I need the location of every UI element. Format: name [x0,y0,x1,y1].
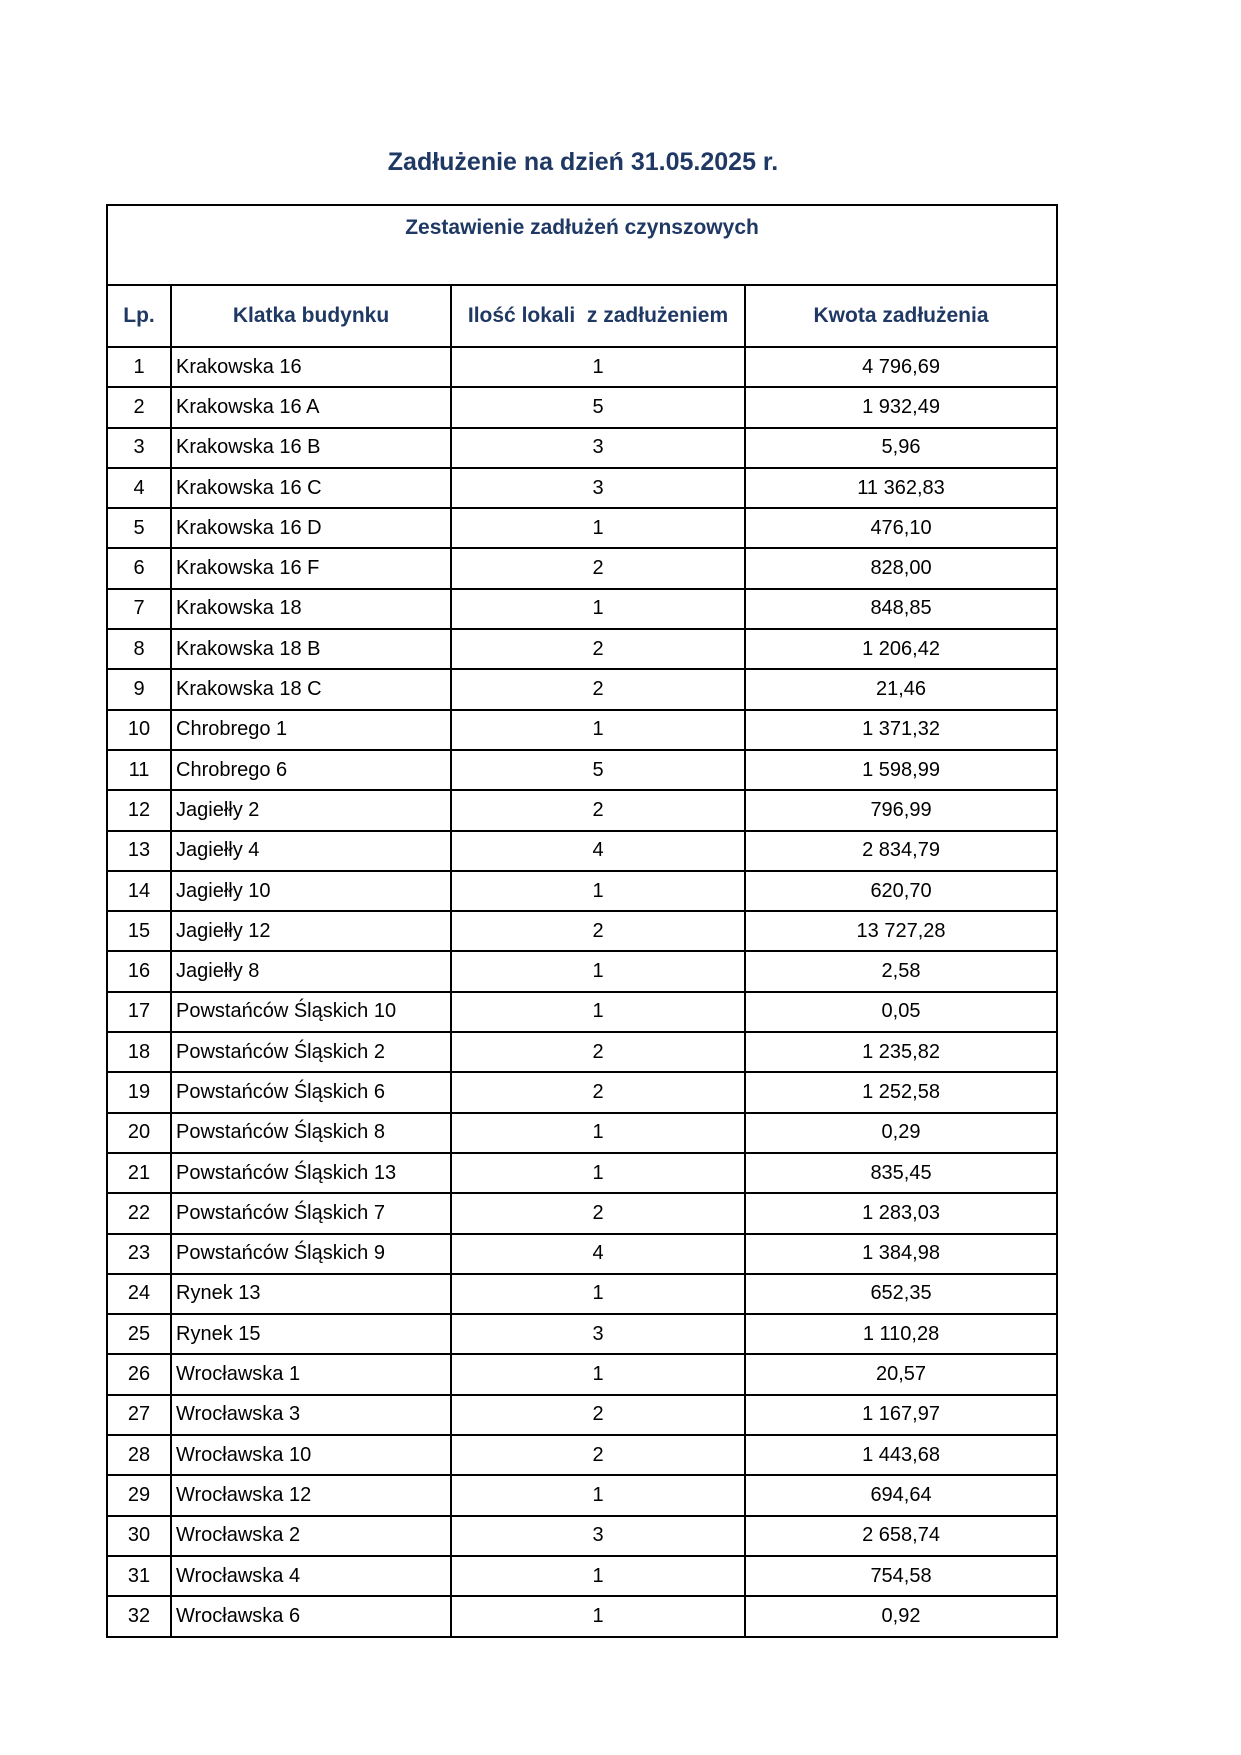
row-building-cell: Powstańców Śląskich 2 [171,1032,451,1072]
row-amount-cell: 620,70 [745,871,1057,911]
row-lp-cell: 13 [107,831,171,871]
row-building-cell: Chrobrego 6 [171,750,451,790]
table-row [107,508,1057,548]
row-lp-cell: 23 [107,1234,171,1274]
row-building-cell: Krakowska 18 B [171,629,451,669]
row-lp-cell: 8 [107,629,171,669]
row-count-cell: 2 [451,790,745,830]
row-lp-cell: 10 [107,710,171,750]
row-count-cell: 3 [451,1314,745,1354]
row-count-cell: 2 [451,669,745,709]
row-count-cell: 2 [451,1395,745,1435]
table-row [107,911,1057,951]
table-row [107,1113,1057,1153]
row-amount-cell: 0,92 [745,1596,1057,1636]
row-lp-cell: 21 [107,1153,171,1193]
table-row [107,1435,1057,1475]
table-row [107,1153,1057,1193]
row-lp-cell: 1 [107,347,171,387]
row-amount-cell: 1 283,03 [745,1193,1057,1233]
row-amount-cell: 13 727,28 [745,911,1057,951]
row-amount-cell: 1 932,49 [745,387,1057,427]
column-header-lp: Lp. [107,285,171,347]
table-row [107,951,1057,991]
row-building-cell: Wrocławska 2 [171,1516,451,1556]
row-building-cell: Powstańców Śląskich 13 [171,1153,451,1193]
row-count-cell: 2 [451,1032,745,1072]
table-row [107,710,1057,750]
row-building-cell: Powstańców Śląskich 8 [171,1113,451,1153]
row-count-cell: 3 [451,468,745,508]
row-count-cell: 1 [451,347,745,387]
row-count-cell: 3 [451,428,745,468]
row-building-cell: Krakowska 18 [171,589,451,629]
row-lp-cell: 3 [107,428,171,468]
row-amount-cell: 1 443,68 [745,1435,1057,1475]
row-count-cell: 2 [451,1193,745,1233]
row-amount-cell: 1 252,58 [745,1072,1057,1112]
row-amount-cell: 1 371,32 [745,710,1057,750]
table-row [107,871,1057,911]
row-building-cell: Jagiełły 10 [171,871,451,911]
row-lp-cell: 20 [107,1113,171,1153]
row-amount-cell: 1 235,82 [745,1032,1057,1072]
row-amount-cell: 694,64 [745,1475,1057,1515]
row-amount-cell: 21,46 [745,669,1057,709]
table-row [107,1274,1057,1314]
row-lp-cell: 32 [107,1596,171,1636]
row-lp-cell: 22 [107,1193,171,1233]
row-building-cell: Krakowska 16 A [171,387,451,427]
row-building-cell: Krakowska 16 [171,347,451,387]
table-row [107,1596,1057,1636]
row-amount-cell: 0,29 [745,1113,1057,1153]
row-lp-cell: 25 [107,1314,171,1354]
row-count-cell: 1 [451,710,745,750]
table-row [107,1072,1057,1112]
row-building-cell: Wrocławska 4 [171,1556,451,1596]
row-lp-cell: 19 [107,1072,171,1112]
table-row [107,669,1057,709]
row-amount-cell: 2,58 [745,951,1057,991]
row-lp-cell: 11 [107,750,171,790]
row-building-cell: Krakowska 16 D [171,508,451,548]
row-lp-cell: 16 [107,951,171,991]
table-row [107,468,1057,508]
row-amount-cell: 1 598,99 [745,750,1057,790]
row-building-cell: Powstańców Śląskich 9 [171,1234,451,1274]
row-building-cell: Wrocławska 1 [171,1354,451,1394]
row-amount-cell: 2 834,79 [745,831,1057,871]
row-count-cell: 4 [451,831,745,871]
table-row [107,387,1057,427]
table-caption-row [107,205,1057,285]
row-amount-cell: 11 362,83 [745,468,1057,508]
table-row [107,1516,1057,1556]
row-count-cell: 1 [451,1475,745,1515]
table-row [107,831,1057,871]
row-lp-cell: 12 [107,790,171,830]
row-count-cell: 1 [451,871,745,911]
row-lp-cell: 24 [107,1274,171,1314]
row-count-cell: 2 [451,629,745,669]
row-building-cell: Powstańców Śląskich 10 [171,992,451,1032]
row-count-cell: 2 [451,1435,745,1475]
row-count-cell: 2 [451,548,745,588]
row-building-cell: Powstańców Śląskich 6 [171,1072,451,1112]
table-row [107,790,1057,830]
row-lp-cell: 9 [107,669,171,709]
table-row [107,1556,1057,1596]
row-count-cell: 5 [451,387,745,427]
row-lp-cell: 27 [107,1395,171,1435]
table-row [107,992,1057,1032]
row-amount-cell: 1 110,28 [745,1314,1057,1354]
row-lp-cell: 18 [107,1032,171,1072]
table-row [107,629,1057,669]
row-count-cell: 1 [451,1274,745,1314]
row-lp-cell: 30 [107,1516,171,1556]
row-lp-cell: 5 [107,508,171,548]
row-building-cell: Jagiełły 4 [171,831,451,871]
column-header-amount: Kwota zadłużenia [745,285,1057,347]
row-building-cell: Krakowska 18 C [171,669,451,709]
row-building-cell: Chrobrego 1 [171,710,451,750]
row-amount-cell: 1 384,98 [745,1234,1057,1274]
table-row [107,1032,1057,1072]
row-count-cell: 1 [451,589,745,629]
row-building-cell: Jagiełły 12 [171,911,451,951]
table-row [107,548,1057,588]
table-row [107,1234,1057,1274]
row-lp-cell: 31 [107,1556,171,1596]
row-building-cell: Jagiełły 2 [171,790,451,830]
row-count-cell: 1 [451,1113,745,1153]
row-amount-cell: 1 206,42 [745,629,1057,669]
row-building-cell: Krakowska 16 C [171,468,451,508]
row-lp-cell: 4 [107,468,171,508]
row-count-cell: 2 [451,911,745,951]
row-amount-cell: 1 167,97 [745,1395,1057,1435]
row-lp-cell: 6 [107,548,171,588]
row-count-cell: 1 [451,1354,745,1394]
row-building-cell: Rynek 13 [171,1274,451,1314]
row-lp-cell: 14 [107,871,171,911]
row-lp-cell: 7 [107,589,171,629]
row-building-cell: Wrocławska 12 [171,1475,451,1515]
row-count-cell: 4 [451,1234,745,1274]
row-building-cell: Wrocławska 10 [171,1435,451,1475]
row-amount-cell: 796,99 [745,790,1057,830]
row-count-cell: 1 [451,1556,745,1596]
row-lp-cell: 2 [107,387,171,427]
row-lp-cell: 26 [107,1354,171,1394]
row-building-cell: Krakowska 16 B [171,428,451,468]
row-lp-cell: 17 [107,992,171,1032]
row-building-cell: Wrocławska 6 [171,1596,451,1636]
table-header-row [107,285,1057,347]
row-amount-cell: 754,58 [745,1556,1057,1596]
table-row [107,589,1057,629]
table-row [107,750,1057,790]
row-amount-cell: 652,35 [745,1274,1057,1314]
column-header-building: Klatka budynku [171,285,451,347]
table-body [107,347,1057,1637]
row-amount-cell: 0,05 [745,992,1057,1032]
row-count-cell: 5 [451,750,745,790]
row-count-cell: 1 [451,951,745,991]
column-header-count: Ilość lokali z zadłużeniem [451,285,745,347]
table-row [107,1193,1057,1233]
row-count-cell: 1 [451,508,745,548]
row-amount-cell: 848,85 [745,589,1057,629]
row-count-cell: 1 [451,1596,745,1636]
row-amount-cell: 2 658,74 [745,1516,1057,1556]
table-caption: Zestawienie zadłużeń czynszowych [107,205,1057,285]
table-row [107,1475,1057,1515]
row-amount-cell: 835,45 [745,1153,1057,1193]
row-amount-cell: 476,10 [745,508,1057,548]
table-row [107,1314,1057,1354]
row-count-cell: 2 [451,1072,745,1112]
row-amount-cell: 5,96 [745,428,1057,468]
row-lp-cell: 28 [107,1435,171,1475]
row-count-cell: 1 [451,992,745,1032]
debt-table [106,204,1058,1638]
page-title: Zadłużenie na dzień 31.05.2025 r. [387,148,779,176]
table-row [107,347,1057,387]
row-amount-cell: 4 796,69 [745,347,1057,387]
table-row [107,428,1057,468]
row-lp-cell: 15 [107,911,171,951]
row-building-cell: Powstańców Śląskich 7 [171,1193,451,1233]
row-lp-cell: 29 [107,1475,171,1515]
row-building-cell: Wrocławska 3 [171,1395,451,1435]
table-row [107,1354,1057,1394]
row-count-cell: 1 [451,1153,745,1193]
row-count-cell: 3 [451,1516,745,1556]
row-building-cell: Jagiełły 8 [171,951,451,991]
row-building-cell: Rynek 15 [171,1314,451,1354]
row-amount-cell: 828,00 [745,548,1057,588]
table-row [107,1395,1057,1435]
row-amount-cell: 20,57 [745,1354,1057,1394]
row-building-cell: Krakowska 16 F [171,548,451,588]
